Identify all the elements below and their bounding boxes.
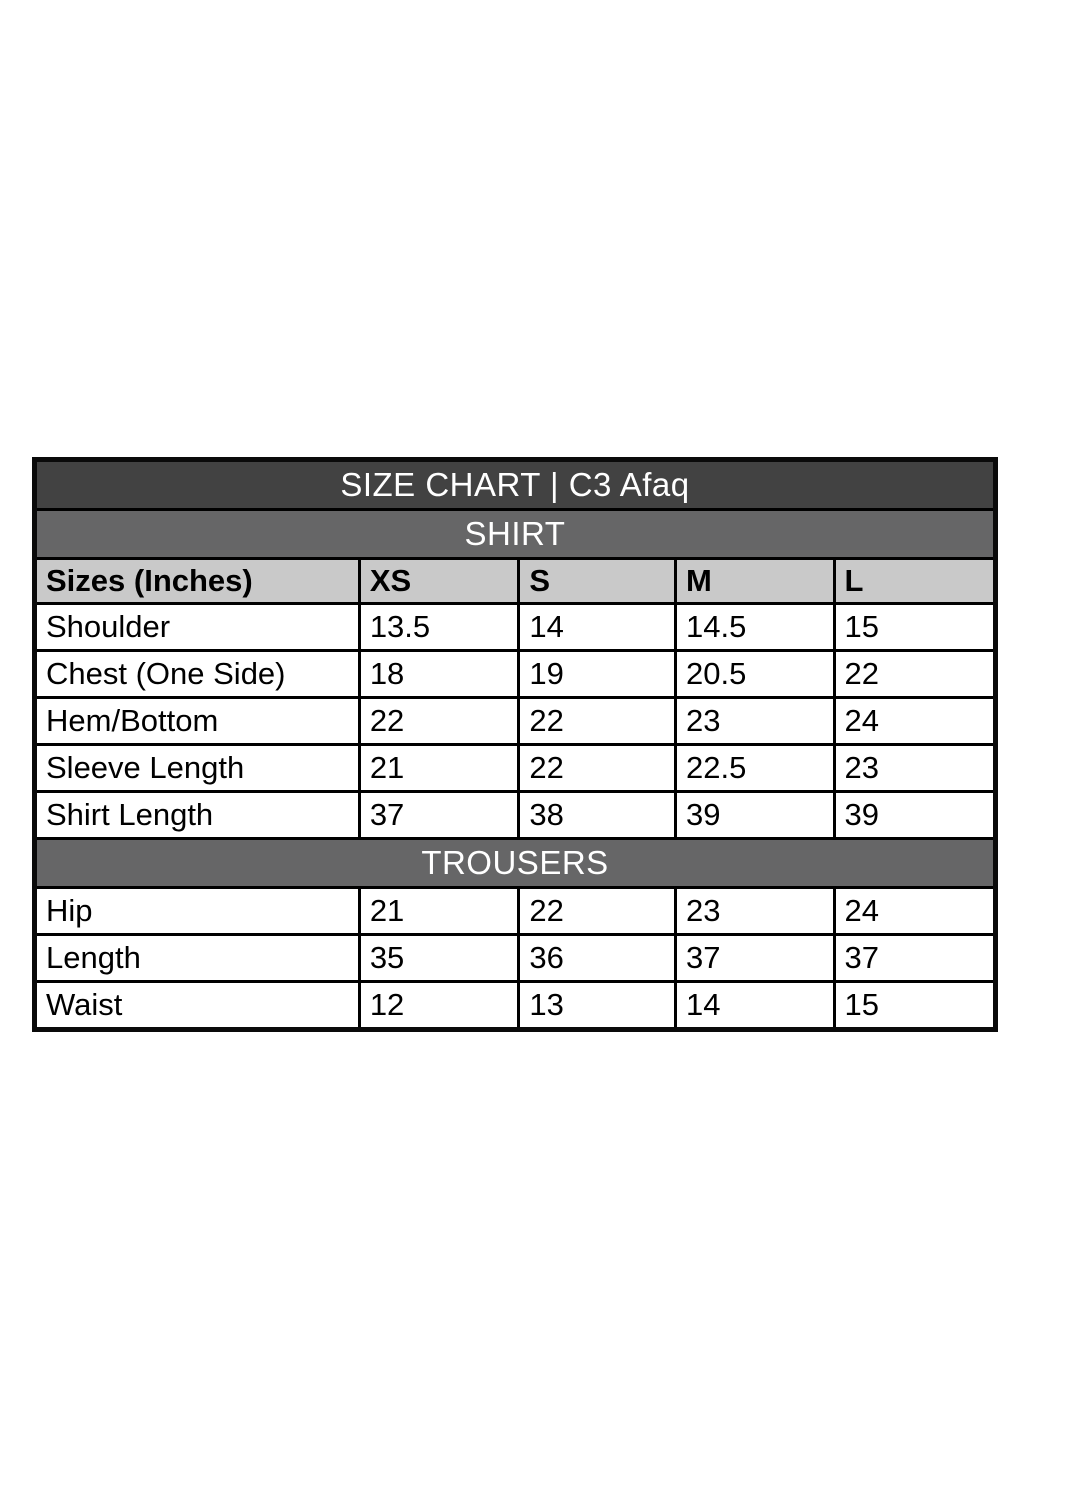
column-header-xs: XS: [359, 559, 519, 604]
cell-l: 24: [834, 888, 995, 935]
cell-l: 15: [834, 604, 995, 651]
cell-l: 39: [834, 792, 995, 839]
cell-xs: 21: [359, 745, 519, 792]
table-row: [35, 604, 996, 651]
cell-l: 37: [834, 935, 995, 982]
chart-title-row: [35, 460, 996, 510]
column-header-m: M: [675, 559, 834, 604]
row-label: Hem/Bottom: [35, 698, 360, 745]
cell-xs: 12: [359, 982, 519, 1030]
row-label: Waist: [35, 982, 360, 1030]
table-row: [35, 982, 996, 1030]
cell-xs: 18: [359, 651, 519, 698]
cell-m: 37: [675, 935, 834, 982]
cell-m: 23: [675, 698, 834, 745]
cell-s: 38: [519, 792, 676, 839]
row-label: Length: [35, 935, 360, 982]
section-header-row-trousers: [35, 839, 996, 888]
cell-s: 13: [519, 982, 676, 1030]
cell-l: 15: [834, 982, 995, 1030]
cell-m: 39: [675, 792, 834, 839]
row-label: Hip: [35, 888, 360, 935]
cell-l: 24: [834, 698, 995, 745]
row-label: Chest (One Side): [35, 651, 360, 698]
row-label: Shirt Length: [35, 792, 360, 839]
size-chart-table: [32, 457, 998, 1032]
cell-xs: 13.5: [359, 604, 519, 651]
column-header-s: S: [519, 559, 676, 604]
cell-s: 22: [519, 745, 676, 792]
row-label: Sleeve Length: [35, 745, 360, 792]
cell-l: 22: [834, 651, 995, 698]
table-row: [35, 745, 996, 792]
cell-xs: 22: [359, 698, 519, 745]
table-row: [35, 888, 996, 935]
column-header-sizes: Sizes (Inches): [35, 559, 360, 604]
cell-s: 14: [519, 604, 676, 651]
cell-s: 22: [519, 888, 676, 935]
section-header-row-shirt: [35, 510, 996, 559]
column-header-row: [35, 559, 996, 604]
cell-m: 14.5: [675, 604, 834, 651]
table-row: [35, 651, 996, 698]
cell-xs: 37: [359, 792, 519, 839]
cell-m: 23: [675, 888, 834, 935]
cell-s: 22: [519, 698, 676, 745]
cell-m: 14: [675, 982, 834, 1030]
table-row: [35, 792, 996, 839]
cell-xs: 21: [359, 888, 519, 935]
cell-l: 23: [834, 745, 995, 792]
table-row: [35, 698, 996, 745]
cell-xs: 35: [359, 935, 519, 982]
cell-m: 20.5: [675, 651, 834, 698]
chart-title: SIZE CHART | C3 Afaq: [35, 460, 996, 510]
section-header-trousers: TROUSERS: [35, 839, 996, 888]
cell-m: 22.5: [675, 745, 834, 792]
table-row: [35, 935, 996, 982]
section-header-shirt: SHIRT: [35, 510, 996, 559]
cell-s: 19: [519, 651, 676, 698]
cell-s: 36: [519, 935, 676, 982]
column-header-l: L: [834, 559, 995, 604]
row-label: Shoulder: [35, 604, 360, 651]
